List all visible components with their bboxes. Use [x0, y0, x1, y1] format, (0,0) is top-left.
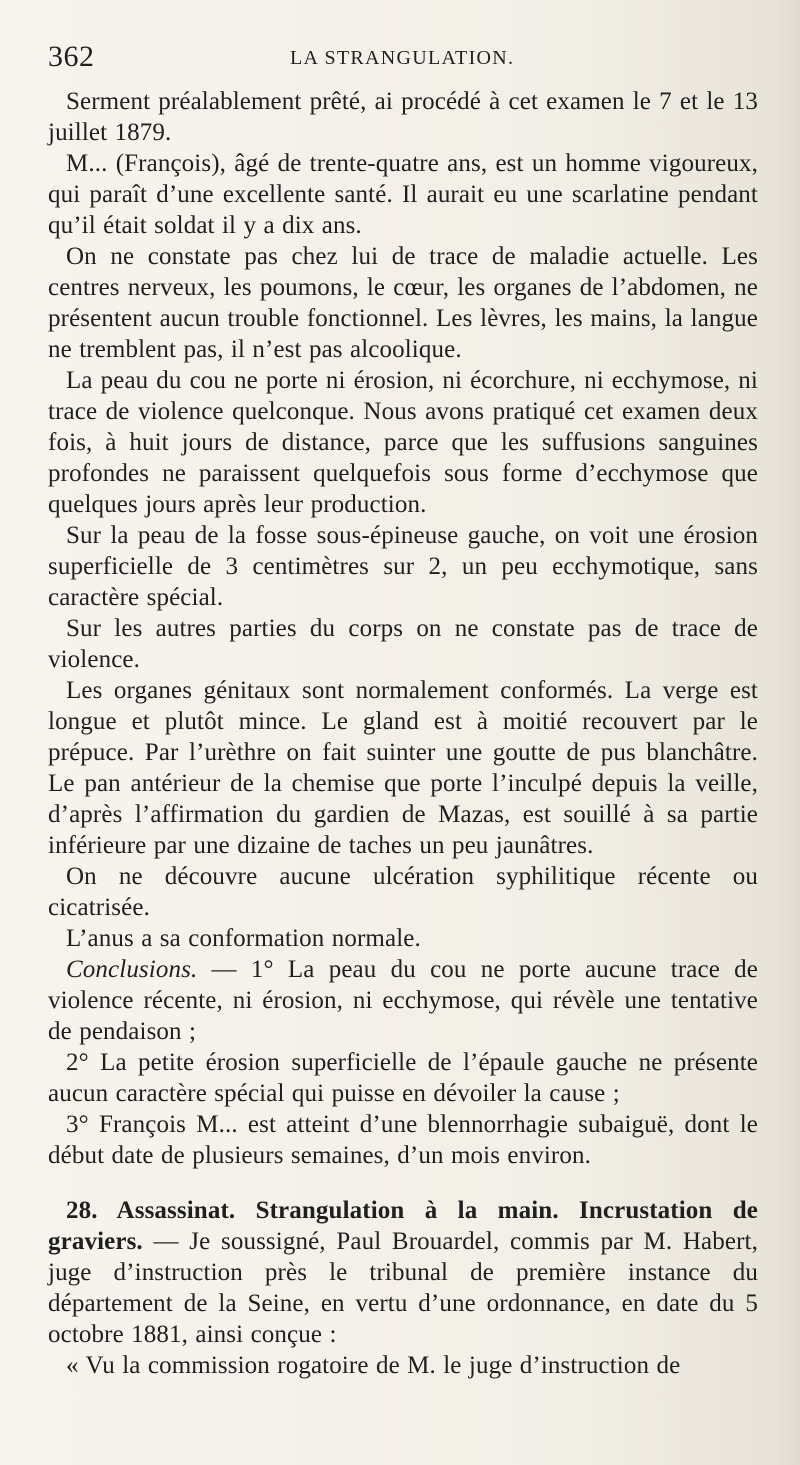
- body-paragraph: Sur les autres parties du corps on ne constate pas de trace de violence.: [48, 615, 758, 673]
- page-body: [48, 86, 758, 1381]
- section-gap: [48, 1171, 758, 1195]
- section-paragraph: [48, 1195, 758, 1350]
- section-heading: 28. Assassinat. Strangulation à la main. Incrustation de graviers.: [48, 1197, 758, 1255]
- conclusion-paragraph: 2° La petite érosion superficielle de l’épaule gauche ne présente aucun caractère spécial qui puisse en dévoiler la cause ;: [48, 1049, 758, 1107]
- body-paragraph: On ne découvre aucune ulcération syphilitique récente ou cicatrisée.: [48, 863, 758, 921]
- body-paragraph: On ne constate pas chez lui de trace de maladie actuelle. Les centres nerveux, les poumons, le cœur, les organes de l’abdomen, ne présentent aucun trouble fonctionnel. Les lèvres, les mains, la langue ne tremblent pas, il n’est pas alcoolique.: [48, 243, 758, 363]
- page-header: [48, 40, 748, 74]
- body-paragraph: Sur la peau de la fosse sous-épineuse gauche, on voit une érosion superficielle de 3 centimètres sur 2, un peu ecchymotique, sans caractère spécial.: [48, 522, 758, 611]
- body-paragraph: Les organes génitaux sont normalement conformés. La verge est longue et plutôt mince. Le gland est à moitié recouvert par le prépuce. Par l’urèthre on fait suinter une goutte de pus blanchâtre. Le pan antérieur de la chemise que porte l’inculpé depuis la veille, d’après l’affirmation du gardien de Mazas, est souillé à sa partie inférieure par une dizaine de taches un peu jaunâtres.: [48, 677, 758, 859]
- quote-paragraph: « Vu la commission rogatoire de M. le juge d’instruction de: [66, 1352, 681, 1379]
- page-shadow: [774, 0, 800, 1465]
- running-head: LA STRANGULATION.: [290, 47, 515, 69]
- section-body: — Je soussigné, Paul Brouardel, commis par M. Habert, juge d’instruction près le tribunal de première instance du département de la Seine, en vertu d’une ordonnance, en date du 5 octobre 1881, ainsi conçue :: [48, 1228, 758, 1348]
- conclusion-paragraph: [48, 954, 758, 1047]
- conclusion-paragraph: 3° François M... est atteint d’une blennorrhagie subaiguë, dont le début date de plusieurs semaines, d’un mois environ.: [48, 1111, 758, 1169]
- body-paragraph: La peau du cou ne porte ni érosion, ni écorchure, ni ecchymose, ni trace de violence quelconque. Nous avons pratiqué cet examen deux fois, à huit jours de distance, parce que les suffusions sanguines profondes ne paraissent quelquefois sous forme d’ecchymose que quelques jours après leur production.: [48, 367, 758, 518]
- body-paragraph: M... (François), âgé de trente-quatre ans, est un homme vigoureux, qui paraît d’une excellente santé. Il aurait eu une scarlatine pendant qu’il était soldat il y a dix ans.: [48, 150, 758, 239]
- conclusion-item-1: — 1° La peau du cou ne porte aucune trace de violence récente, ni érosion, ni ecchymose, qui révèle une tentative de pendaison ;: [48, 956, 758, 1045]
- page-number: 362: [48, 40, 95, 73]
- body-paragraph: L’anus a sa conformation normale.: [66, 925, 421, 952]
- conclusion-label: Conclusions.: [66, 956, 198, 983]
- body-paragraph: Serment préalablement prêté, ai procédé à cet examen le 7 et le 13 juillet 1879.: [48, 88, 758, 146]
